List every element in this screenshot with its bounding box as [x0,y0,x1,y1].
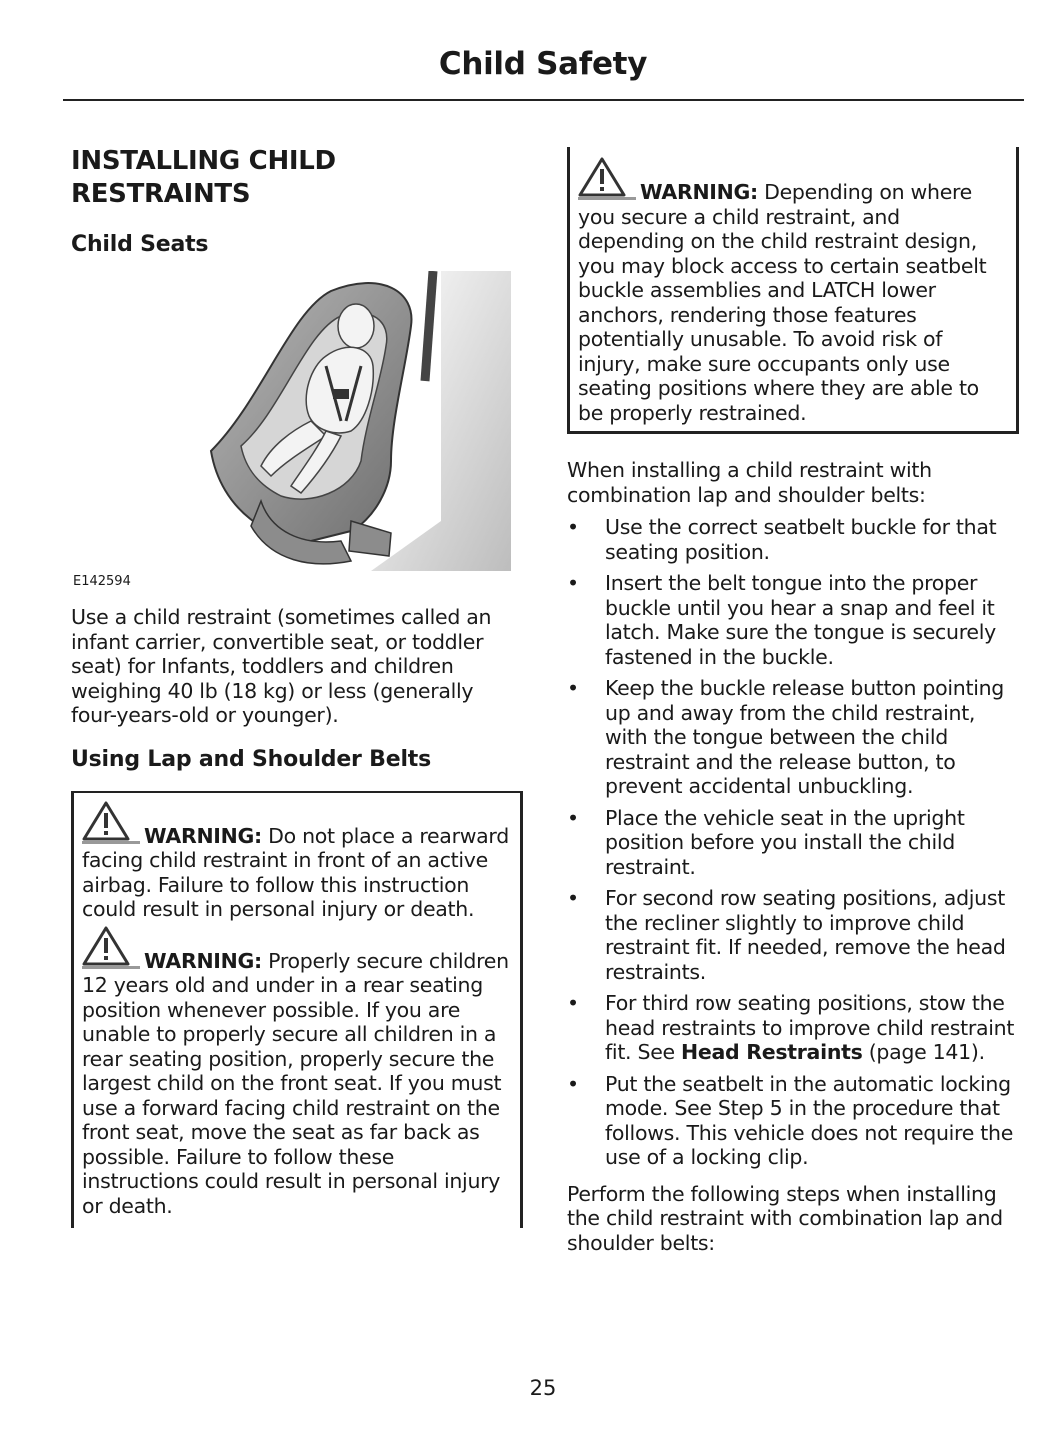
list-item: • Use the correct seatbelt buckle for that seating position. [567,515,997,564]
section-title-line1: INSTALLING CHILD [71,146,336,176]
list-item: • Put the seatbelt in the automatic locking mode. See Step 5 in the procedure that follows. This vehicle does not require the use of a locking clip. [567,1071,1014,1169]
list-item: • Keep the buckle release button pointing up and away from the child restraint, with the tongue between the child restraint and the release button, to prevent accidental unbuckling. [567,676,1004,798]
figure-id: E142594 [73,574,131,589]
warning-box-right [567,147,1019,434]
title-divider [63,99,1024,101]
warning-label: WARNING: [640,180,758,204]
page-title: Child Safety [438,46,648,82]
head-restraints-link[interactable]: Head Restraints [681,1040,863,1064]
child-seat-illustration [201,271,511,571]
installation-bullets [567,515,1019,1170]
warning-triangle-icon [578,157,636,201]
warning-text: Properly secure children 12 years old and under in a rear seating position whenever possible. If you are unable to properly secure all children in a rear seating position, properly secure the largest child on the front seat. If you must use a forward facing child restraint on the front seat, move the seat as far back as possible. Failure to follow these instructions could result in personal injury or death. [82,948,509,1218]
warning-box-left [71,791,523,1229]
lap-shoulder-heading: Using Lap and Shoulder Belts [71,746,431,772]
intro-paragraph: Use a child restraint (sometimes called an infant carrier, convertible seat, or toddler seat) for Infants, toddlers and children weighing 40 lb (18 kg) or less (generally four-years-old or younger). [71,605,492,727]
warning-rear-seating [82,926,512,1219]
section-title-line2: RESTRAINTS [71,179,251,209]
bullet-marker: • [567,1071,579,1096]
right-column [567,147,1019,1255]
bullet-marker: • [567,515,579,539]
list-item: • For second row seating positions, adjust the recliner slightly to improve child restraint fit. If needed, remove the head restraints. [567,886,1006,984]
child-seats-heading: Child Seats [71,232,209,257]
warning-airbag [82,801,512,922]
list-item: • Insert the belt tongue into the proper buckle until you hear a snap and feel it latch. Make sure the tongue is securely fastened in the buckle. [567,571,996,669]
installing-intro: When installing a child restraint with combination lap and shoulder belts: [567,458,932,507]
section-title [71,145,523,211]
warning-text: Depending on where you secure a child restraint, and depending on the child restraint design, you may block access to certain seatbelt buckle assemblies and LATCH lower anchors, rendering those features potentially unusable. To avoid risk of injury, make sure occupants only use seating positions where they are able to be properly restrained. [578,180,987,425]
warning-triangle-icon [82,801,140,845]
warning-latch-access [578,157,1008,425]
bullet-marker: • [567,676,579,700]
bullet-marker: • [567,571,579,595]
bullet-marker: • [567,805,579,830]
warning-label: WARNING: [144,823,262,848]
closing-paragraph: Perform the following steps when installing the child restraint with combination lap and shoulder belts: [567,1181,1003,1255]
warning-triangle-icon [82,926,140,970]
left-column [71,145,523,1228]
warning-text: Do not place a rearward facing child restraint in front of an active airbag. Failure to follow this instruction could result in personal injury or death. [82,823,509,921]
bullet-marker: • [567,886,579,910]
list-item: • For third row seating positions, stow the head restraints to improve child restraint fit. See Head Restraints (page 141). [567,991,1015,1064]
page-number: 25 [529,1376,557,1400]
warning-label: WARNING: [144,948,262,973]
bullet-marker: • [567,991,579,1015]
list-item: • Place the vehicle seat in the upright position before you install the child restraint. [567,805,965,879]
child-seat-figure [71,271,523,589]
